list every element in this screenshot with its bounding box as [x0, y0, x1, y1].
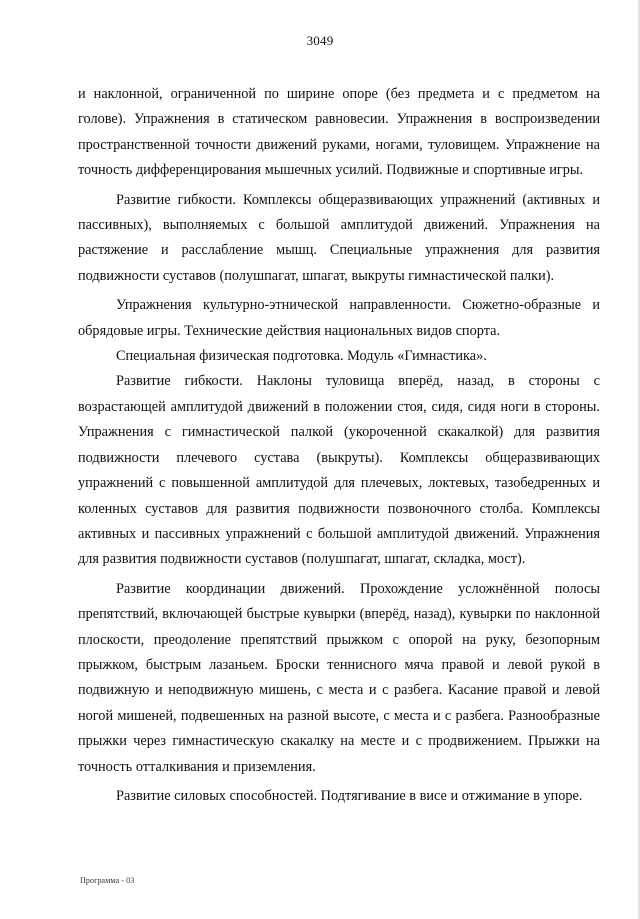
paragraph-coordination: Развитие координации движений. Прохождение усложнённой полосы препятствий, включающей быстрые кувырки (вперёд, назад), кувырки по наклонной плоскости, преодоление препятствий прыжком с опорой на руку, безопорным прыжком, быстрым лазаньем. Броски теннисного мяча правой и левой рукой в подвижную и неподвижную мишень, с места и с разбега. Касание правой и левой ногой мишеней, подвешенных на разной высоте, с места и с разбега. Разнообразные прыжки через гимнастическую скакалку на месте и с продвижением. Прыжки на точность отталкивания и приземления. — [78, 580, 600, 775]
paragraph-special-training: Специальная физическая подготовка. Модуль «Гимнастика». — [116, 348, 487, 365]
page-number: 3049 — [306, 33, 334, 48]
page-footer: Программа - 03 — [80, 876, 135, 885]
paragraph-continuation: и наклонной, ограниченной по ширине опоре (без предмета и с предметом на голове). Упражнения в статическом равновесии. Упражнения в воспроизведении пространственной точности движений руками, ногами, туловищем. Упражнение на точность дифференцирования мышечных усилий. Подвижные и спортивные игры. — [78, 86, 600, 179]
paragraph-gymnastics-flexibility: Развитие гибкости. Наклоны туловища вперёд, назад, в стороны с возрастающей амплитудой движений в положении стоя, сидя, сидя ноги в стороны. Упражнения с гимнастической палкой (укороченной скакалкой) для развития подвижности плечевого сустава (выкруты). Комплексы общеразвивающих упражнений с повышенной амплитудой для плечевых, локтевых, тазобедренных и коленных суставов для развития подвижности позвоночного столба. Комплексы активных и пассивных упражнений с большой амплитудой движений. Упражнения для развития подвижности суставов (полушпагат, шпагат, складка, мост). — [78, 373, 600, 568]
body-text — [78, 82, 600, 809]
paragraph-ethnic-exercises: Упражнения культурно-этнической направленности. Сюжетно-образные и обрядовые игры. Технические действия национальных видов спорта. — [78, 297, 600, 339]
paragraph-flexibility: Развитие гибкости. Комплексы общеразвивающих упражнений (активных и пассивных), выполняемых с большой амплитудой движений. Упражнения на растяжение и расслабление мышц. Специальные упражнения для развития подвижности суставов (полушпагат, шпагат, выкруты гимнастической палки). — [78, 191, 600, 284]
paragraph-strength: Развитие силовых способностей. Подтягивание в висе и отжимание в упоре. — [116, 787, 583, 804]
